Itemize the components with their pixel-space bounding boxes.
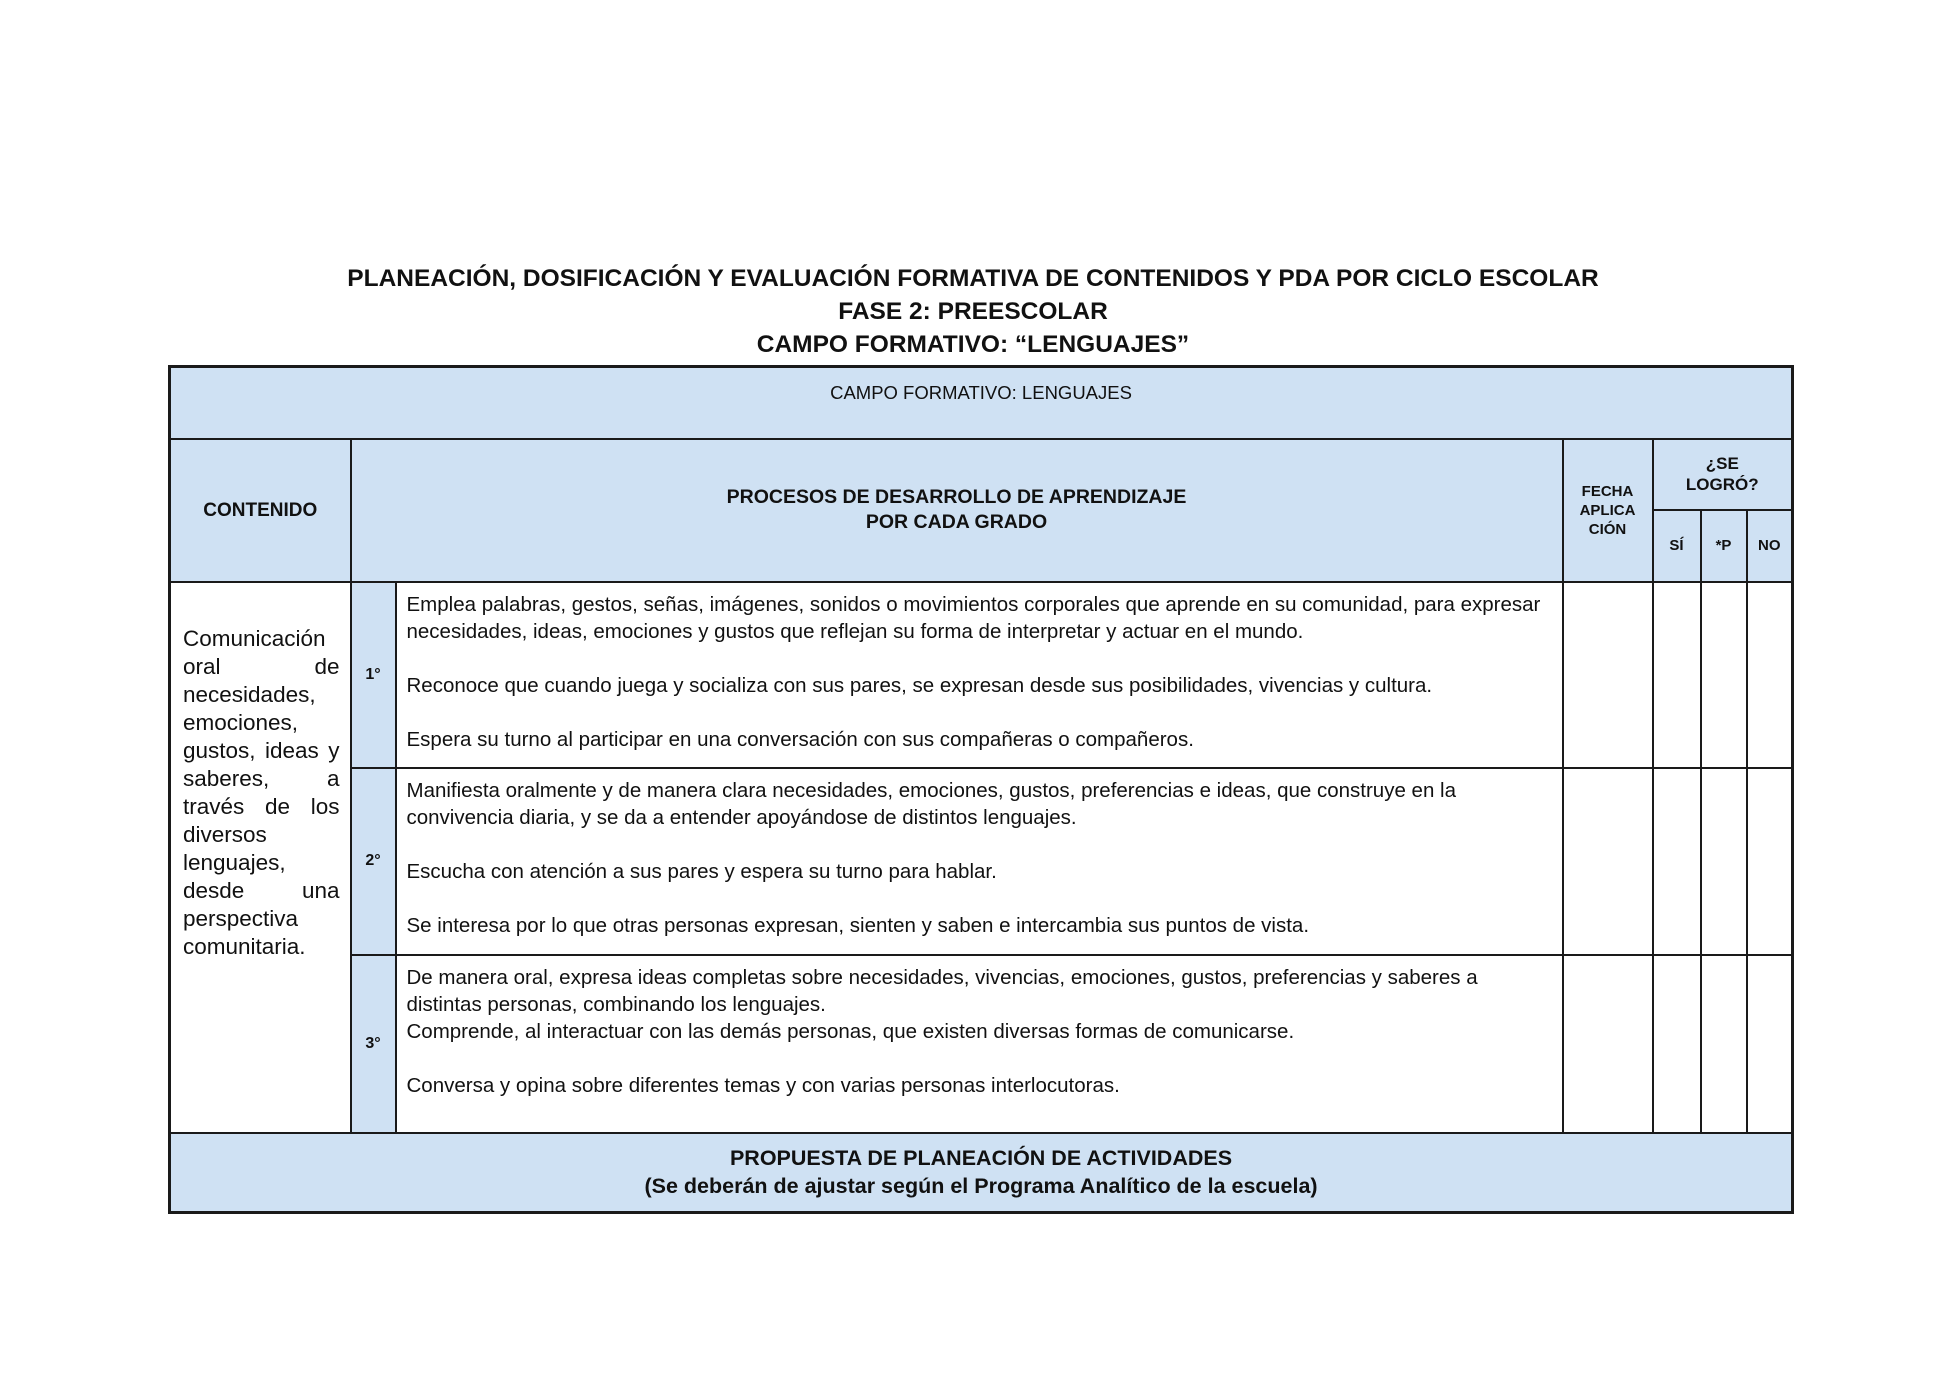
pda-item: Espera su turno al participar en una conversación con sus compañeras o compañeros. bbox=[406, 727, 1194, 751]
planning-table bbox=[168, 365, 1794, 1214]
pda-item: Se interesa por lo que otras personas expresan, sienten y saben e intercambia sus puntos de vista. bbox=[406, 913, 1310, 937]
si-header: SÍ bbox=[1653, 510, 1701, 582]
pda-item: Comprende, al interactuar con las demás personas, que existen diversas formas de comunicarse. bbox=[406, 1019, 1295, 1043]
si-cell[interactable] bbox=[1653, 955, 1701, 1133]
grade-label: 2° bbox=[351, 768, 396, 955]
pda-item: Manifiesta oralmente y de manera clara necesidades, emociones, gustos, preferencias e ideas, que construye en la convivencia diaria, y se da a entender apoyándose de distintos lenguajes. bbox=[406, 778, 1457, 829]
document-title-block bbox=[0, 262, 1946, 361]
footer-line2: (Se deberán de ajustar según el Programa Analítico de la escuela) bbox=[644, 1174, 1318, 1199]
grade-label: 3° bbox=[351, 955, 396, 1133]
fecha-cell[interactable] bbox=[1563, 768, 1653, 955]
pda-item: Escucha con atención a sus pares y espera su turno para hablar. bbox=[406, 859, 997, 883]
no-header: NO bbox=[1747, 510, 1793, 582]
pda-cell-grade-3 bbox=[396, 955, 1563, 1133]
fecha-line1: FECHA bbox=[1581, 482, 1634, 500]
p-cell[interactable] bbox=[1701, 955, 1747, 1133]
pda-item: De manera oral, expresa ideas completas sobre necesidades, vivencias, emociones, gustos, preferencias y saberes a distintas personas, combinando los lenguajes. bbox=[406, 965, 1478, 1016]
title-line-1: PLANEACIÓN, DOSIFICACIÓN Y EVALUACIÓN FORMATIVA DE CONTENIDOS Y PDA POR CICLO ESCOLAR bbox=[347, 265, 1599, 292]
no-cell[interactable] bbox=[1747, 582, 1793, 768]
se-logro-line2: LOGRÓ? bbox=[1685, 475, 1759, 494]
title-line-3: CAMPO FORMATIVO: “LENGUAJES” bbox=[756, 331, 1190, 358]
fecha-line2: APLICA bbox=[1579, 501, 1636, 519]
contenido-cell: Comunicación oral de necesidades, emociones, gustos, ideas y saberes, a través de los diversos lenguajes, desde una perspectiva comunitaria. bbox=[170, 582, 351, 1133]
se-logro-line1: ¿SE bbox=[1705, 454, 1739, 473]
si-cell[interactable] bbox=[1653, 768, 1701, 955]
p-cell[interactable] bbox=[1701, 582, 1747, 768]
contenido-header bbox=[170, 439, 351, 582]
no-cell[interactable] bbox=[1747, 768, 1793, 955]
pda-item: Emplea palabras, gestos, señas, imágenes, sonidos o movimientos corporales que aprende en su comunidad, para expresar necesidades, ideas, emociones y gustos que reflejan su forma de interpretar y actuar en el mundo. bbox=[406, 592, 1541, 643]
fecha-line3: CIÓN bbox=[1588, 520, 1627, 538]
fecha-aplicacion-header bbox=[1563, 439, 1653, 582]
p-cell[interactable] bbox=[1701, 768, 1747, 955]
pda-item: Conversa y opina sobre diferentes temas y con varias personas interlocutoras. bbox=[406, 1073, 1120, 1097]
fecha-cell[interactable] bbox=[1563, 582, 1653, 768]
fecha-cell[interactable] bbox=[1563, 955, 1653, 1133]
pda-item: Reconoce que cuando juega y socializa con sus pares, se expresan desde sus posibilidades, vivencias y cultura. bbox=[406, 673, 1433, 697]
procesos-header-line1: PROCESOS DE DESARROLLO DE APRENDIZAJE bbox=[726, 486, 1187, 508]
grade-label: 1° bbox=[351, 582, 396, 768]
actividades-footer bbox=[170, 1133, 1793, 1213]
procesos-header bbox=[351, 439, 1563, 582]
p-header: *P bbox=[1701, 510, 1747, 582]
no-cell[interactable] bbox=[1747, 955, 1793, 1133]
contenido-header-label: CONTENIDO bbox=[203, 499, 318, 521]
pda-cell-grade-2 bbox=[396, 768, 1563, 955]
si-cell[interactable] bbox=[1653, 582, 1701, 768]
footer-line1: PROPUESTA DE PLANEACIÓN DE ACTIVIDADES bbox=[729, 1146, 1233, 1171]
campo-formativo-header: CAMPO FORMATIVO: LENGUAJES bbox=[170, 367, 1793, 439]
procesos-header-line2: POR CADA GRADO bbox=[865, 511, 1048, 533]
se-logro-header bbox=[1653, 439, 1793, 510]
pda-cell-grade-1 bbox=[396, 582, 1563, 768]
title-line-2: FASE 2: PREESCOLAR bbox=[838, 298, 1108, 325]
